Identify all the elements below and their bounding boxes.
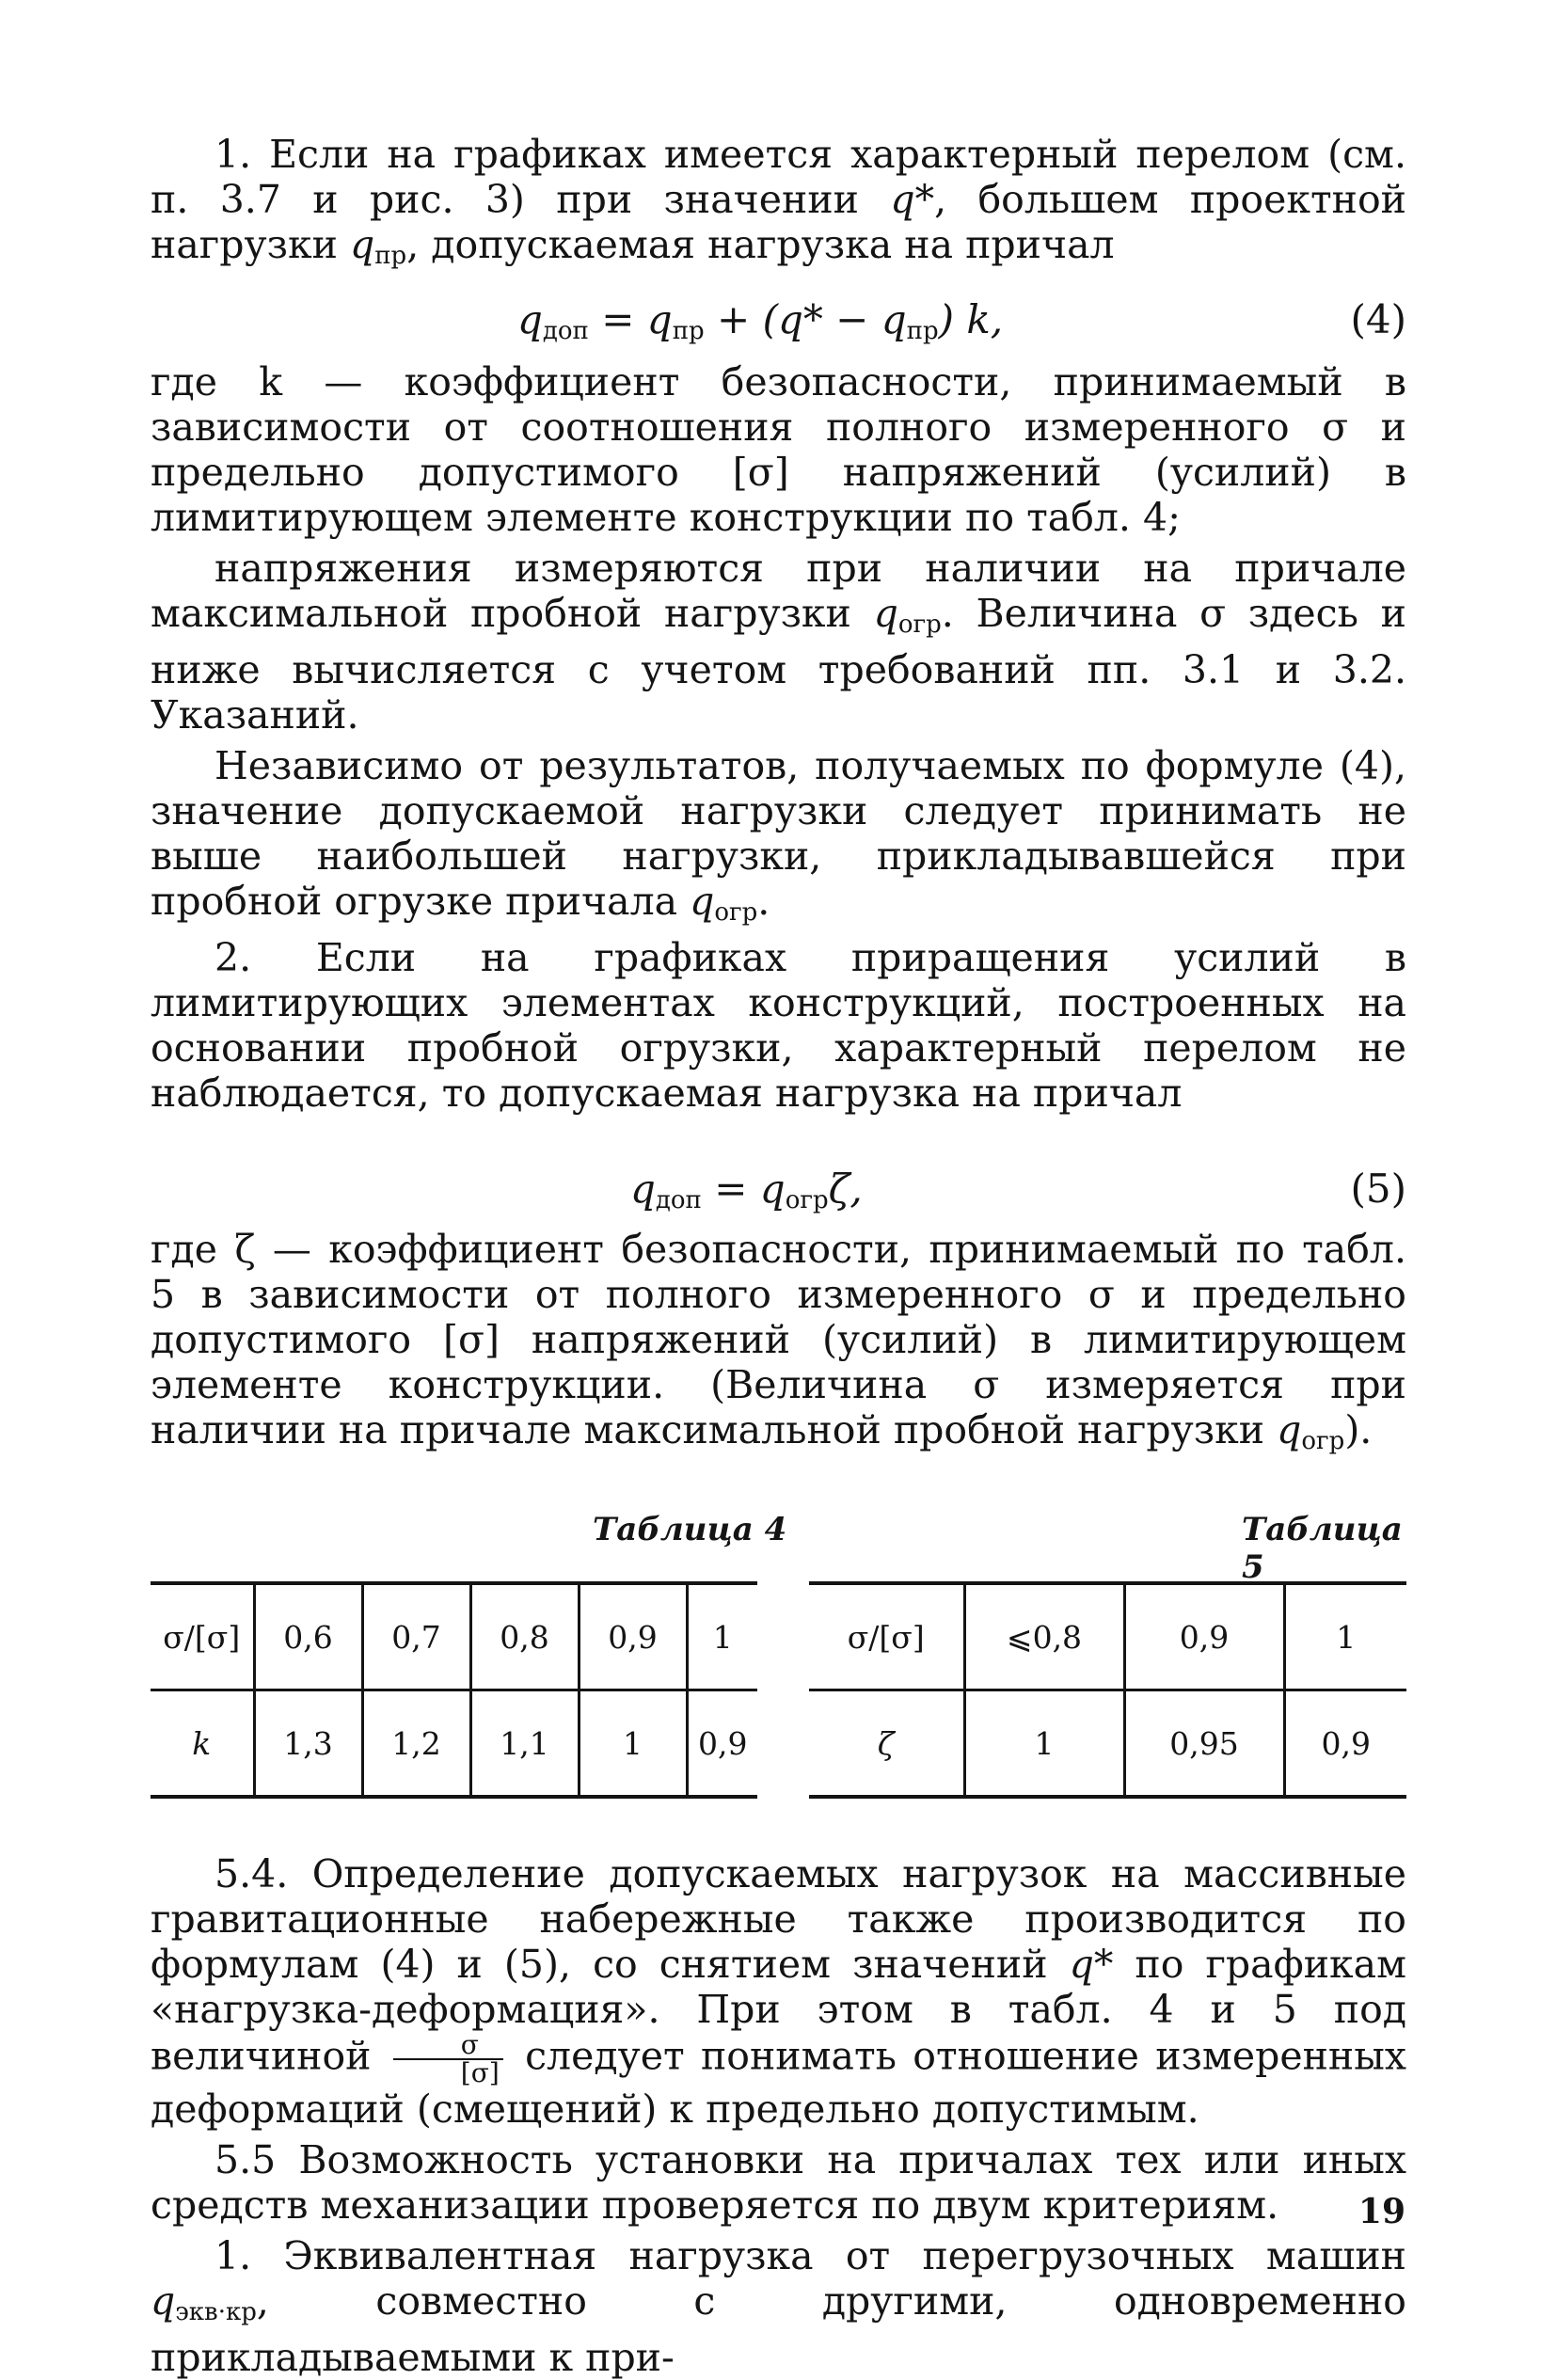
paragraph-3: напряжения измеряются при наличии на причале максимальной пробной нагрузки $q_{огр}$. Величина σ здесь и ниже вычисляется с учетом требований пп. 3.1 и 3.2. Указаний. — [151, 546, 1406, 738]
table-cell: ζ — [877, 1724, 895, 1762]
formula-4: $q_{доп} = q_{пр} + (q* - q_{пр})$ k, (4) — [151, 290, 1406, 350]
fraction-sigma: $\frac{\sigma}{[\sigma]}$ — [393, 2032, 503, 2086]
table-cell: 1,2 — [362, 1690, 470, 1798]
table-cell: 0,7 — [362, 1583, 470, 1690]
table-cell: σ/[σ] — [151, 1583, 254, 1690]
table-cell: 0,6 — [254, 1583, 362, 1690]
table-cell: 0,95 — [1124, 1690, 1284, 1798]
table-cell: k — [192, 1724, 212, 1762]
paragraph-9: 1. Эквивалентная нагрузка от перегрузочных машин $q_{экв\cdot кр}$, совместно с другими, одновременно прикладываемыми к при- — [151, 2233, 1406, 2380]
paragraph-6: где ζ — коэффициент безопасности, принимаемый по табл. 5 в зависимости от полного измеренного σ и предельно допустимого [σ] напряжений (усилий) в лимитирующем элементе конструкции. (Величина σ измеряется при наличии на причале максимальной пробной нагрузки $q_{огр}$). — [151, 1227, 1406, 1455]
page-body — [151, 132, 1406, 2380]
formula-5: $q_{доп} = q_{огр}\zeta$, (5) — [151, 1159, 1406, 1219]
table-cell: 1 — [687, 1583, 757, 1690]
table-cell: 1 — [964, 1690, 1124, 1798]
table-cell: 1 — [1284, 1583, 1406, 1690]
table-cell: 0,9 — [1124, 1583, 1284, 1690]
table-cell: ⩽0,8 — [964, 1583, 1124, 1690]
table-4-caption: Таблица 4 — [593, 1511, 787, 1548]
table-cell: 0,8 — [470, 1583, 579, 1690]
formula-number: (5) — [1350, 1166, 1406, 1212]
table-cell: 0,9 — [579, 1583, 687, 1690]
formula-number: (4) — [1350, 296, 1406, 342]
paragraph-5: 2. Если на графиках приращения усилий в лимитирующих элементах конструкций, построенных на основании пробной огрузки, характерный перелом не наблюдается, то допускаемая нагрузка на причал — [151, 935, 1406, 1116]
paragraph-2: где k — коэффициент безопасности, принимаемый в зависимости от соотношения полного измеренного σ и предельно допустимого [σ] напряжений (усилий) в лимитирующем элементе конструкции по табл. 4; — [151, 359, 1406, 540]
table-5 — [809, 1581, 1406, 1799]
table-4 — [151, 1581, 757, 1799]
page-number: 19 — [1358, 2192, 1405, 2231]
table-cell: 0,9 — [687, 1690, 757, 1798]
table-cell: 0,9 — [1284, 1690, 1406, 1798]
table-cell: 1 — [579, 1690, 687, 1798]
paragraph-8: 5.5 Возможность установки на причалах тех или иных средств механизации проверяется по двум критериям. — [151, 2137, 1406, 2228]
table-5-caption: Таблица 5 — [1242, 1511, 1403, 1586]
table-cell: 1,3 — [254, 1690, 362, 1798]
table-cell: σ/[σ] — [809, 1583, 964, 1690]
tables-block — [151, 1511, 1406, 1802]
paragraph-7: 5.4. Определение допускаемых нагрузок на массивные гравитационные набережные также производится по формулам (4) и (5), со снятием значений q* по графикам «нагрузка-деформация». При этом в табл. 4 и 5 под величиной $\frac{\sigma}{[\sigma]}$ следует понимать отношение измеренных деформаций (смещений) к предельно допустимым. — [151, 1851, 1407, 2132]
paragraph-1: 1. Если на графиках имеется характерный перелом (см. п. 3.7 и рис. 3) при значении q*, большем проектной нагрузки $q_{пр}$, допускаемая нагрузка на причал — [151, 132, 1406, 270]
table-cell: 1,1 — [470, 1690, 579, 1798]
paragraph-4: Независимо от результатов, получаемых по формуле (4), значение допускаемой нагрузки следует принимать не выше наибольшей нагрузки, прикладывавшейся при пробной огрузке причала $q_{огр}$. — [151, 743, 1406, 927]
